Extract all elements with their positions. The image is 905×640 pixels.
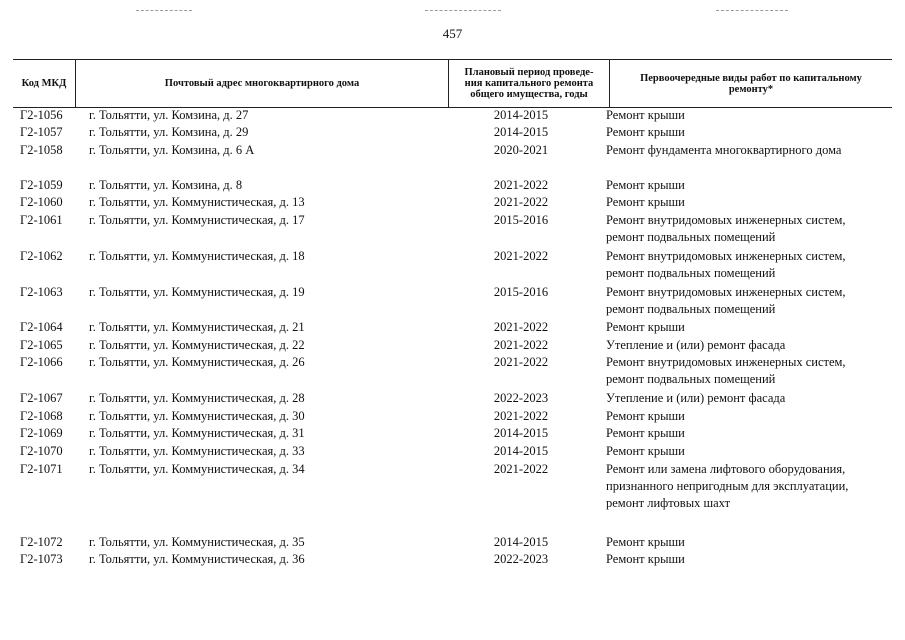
row-works: Ремонт крыши: [606, 535, 685, 549]
row-code: Г2-1059: [20, 178, 63, 192]
row-code: Г2-1070: [20, 444, 63, 458]
row-code: Г2-1062: [20, 249, 63, 263]
row-code: Г2-1061: [20, 213, 63, 227]
row-code: Г2-1066: [20, 355, 63, 369]
row-address: г. Тольятти, ул. Комзина, д. 29: [89, 125, 249, 139]
row-code: Г2-1069: [20, 426, 63, 440]
row-period: 2020-2021: [493, 143, 549, 157]
row-address: г. Тольятти, ул. Коммунистическая, д. 31: [89, 426, 305, 440]
row-code: Г2-1072: [20, 535, 63, 549]
row-period: 2021-2022: [493, 409, 549, 423]
row-address: г. Тольятти, ул. Коммунистическая, д. 28: [89, 391, 305, 405]
row-code: Г2-1065: [20, 338, 63, 352]
row-period: 2015-2016: [493, 213, 549, 227]
page-number: 457: [442, 26, 463, 41]
row-works: Утепление и (или) ремонт фасада: [606, 338, 786, 352]
row-code: Г2-1068: [20, 409, 63, 423]
row-period: 2021-2022: [493, 249, 549, 263]
row-period: 2021-2022: [493, 338, 549, 352]
row-address: г. Тольятти, ул. Коммунистическая, д. 19: [89, 285, 305, 299]
row-code: Г2-1071: [20, 462, 63, 476]
row-code: Г2-1056: [20, 108, 63, 122]
row-address: г. Тольятти, ул. Коммунистическая, д. 13: [89, 195, 305, 209]
header-works: Первоочередные виды работ по капитальному ремонту*: [640, 72, 862, 95]
row-period: 2014-2015: [493, 125, 549, 139]
header-code: Код МКД: [21, 78, 67, 89]
row-works: Ремонт крыши: [606, 426, 685, 440]
row-works: Утепление и (или) ремонт фасада: [606, 391, 786, 405]
header-address: Почтовый адрес многоквартирного дома: [164, 78, 360, 89]
row-address: г. Тольятти, ул. Комзина, д. 6 А: [89, 143, 255, 157]
row-address: г. Тольятти, ул. Коммунистическая, д. 17: [89, 213, 305, 227]
header-period: Плановый период проведе- ния капитального ремонта общего имущества, годы: [464, 67, 594, 100]
row-address: г. Тольятти, ул. Коммунистическая, д. 33: [89, 444, 305, 458]
row-period: 2014-2015: [493, 108, 549, 122]
row-code: Г2-1063: [20, 285, 63, 299]
row-period: 2014-2015: [493, 444, 549, 458]
row-address: г. Тольятти, ул. Коммунистическая, д. 22: [89, 338, 305, 352]
row-period: 2022-2023: [493, 391, 549, 405]
row-works: Ремонт внутридомовых инженерных систем, ремонт подвальных помещений: [606, 213, 846, 244]
row-code: Г2-1060: [20, 195, 63, 209]
row-works: Ремонт крыши: [606, 125, 685, 139]
row-works: Ремонт крыши: [606, 195, 685, 209]
row-works: Ремонт крыши: [606, 409, 685, 423]
row-period: 2021-2022: [493, 178, 549, 192]
row-works: Ремонт фундамента многоквартирного дома: [606, 143, 842, 157]
row-address: г. Тольятти, ул. Коммунистическая, д. 21: [89, 320, 305, 334]
top-dash-right: [716, 10, 788, 11]
row-period: 2021-2022: [493, 195, 549, 209]
row-address: г. Тольятти, ул. Комзина, д. 8: [89, 178, 243, 192]
row-address: г. Тольятти, ул. Коммунистическая, д. 18: [89, 249, 305, 263]
row-period: 2021-2022: [493, 355, 549, 369]
row-period: 2015-2016: [493, 285, 549, 299]
row-address: г. Тольятти, ул. Коммунистическая, д. 36: [89, 552, 305, 566]
row-code: Г2-1064: [20, 320, 63, 334]
row-address: г. Тольятти, ул. Комзина, д. 27: [89, 108, 249, 122]
table-header: [13, 59, 892, 108]
row-address: г. Тольятти, ул. Коммунистическая, д. 35: [89, 535, 305, 549]
top-dash-left: [136, 10, 192, 11]
top-dash-center: [425, 10, 501, 11]
row-works: Ремонт крыши: [606, 552, 685, 566]
row-address: г. Тольятти, ул. Коммунистическая, д. 26: [89, 355, 305, 369]
row-works: Ремонт крыши: [606, 444, 685, 458]
row-works: Ремонт внутридомовых инженерных систем, ремонт подвальных помещений: [606, 285, 846, 316]
row-works: Ремонт внутридомовых инженерных систем, ремонт подвальных помещений: [606, 249, 846, 280]
row-works: Ремонт или замена лифтового оборудования, признанного непригодным для эксплуатации, ремонт лифтовых шахт: [606, 462, 849, 510]
row-works: Ремонт крыши: [606, 178, 685, 192]
row-address: г. Тольятти, ул. Коммунистическая, д. 34: [89, 462, 305, 476]
row-works: Ремонт крыши: [606, 320, 685, 334]
row-code: Г2-1067: [20, 391, 63, 405]
row-code: Г2-1058: [20, 143, 63, 157]
row-period: 2022-2023: [493, 552, 549, 566]
row-works: Ремонт крыши: [606, 108, 685, 122]
row-address: г. Тольятти, ул. Коммунистическая, д. 30: [89, 409, 305, 423]
row-period: 2021-2022: [493, 462, 549, 476]
row-code: Г2-1073: [20, 552, 63, 566]
row-code: Г2-1057: [20, 125, 63, 139]
row-period: 2014-2015: [493, 426, 549, 440]
row-period: 2014-2015: [493, 535, 549, 549]
row-works: Ремонт внутридомовых инженерных систем, ремонт подвальных помещений: [606, 355, 846, 386]
row-period: 2021-2022: [493, 320, 549, 334]
